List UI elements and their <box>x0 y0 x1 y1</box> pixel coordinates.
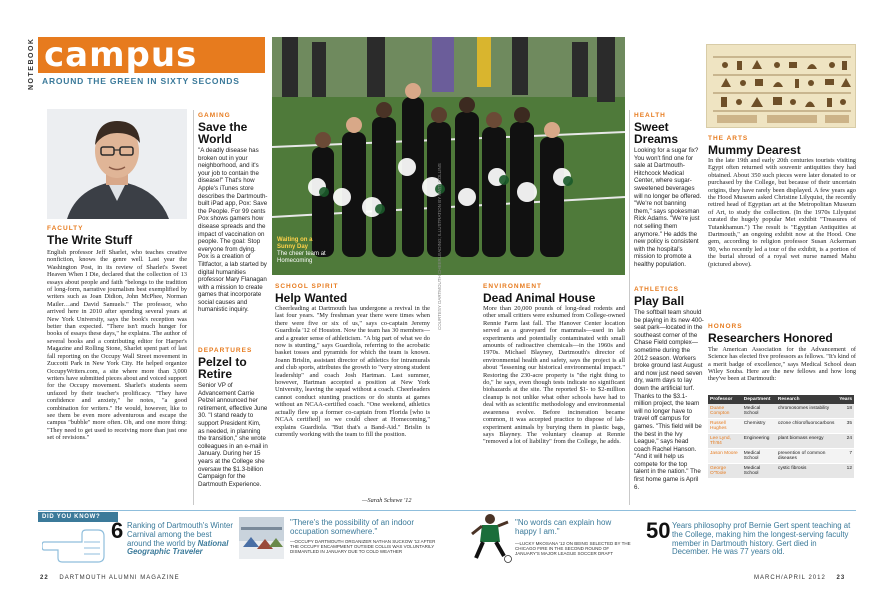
fact1-text-em: National Geographic Traveler <box>127 538 229 557</box>
table-cell-name: George O'Toole <box>708 464 742 479</box>
fact3-attribution: —LUCKY MKOSANA '12 ON BEING SELECTED BY THE CHICAGO FIRE IN THE SECOND ROUND OF JANUARY'S MAJOR LEAGUE SOCCER DRAFT <box>515 541 631 557</box>
issue-date: MARCH/APRIL 2012 <box>754 575 826 581</box>
photo-caption-text: The cheer team at Homecoming <box>277 251 326 264</box>
health-body: Looking for a sugar fix? You won't find one for sale at Dartmouth-Hitchcock Medical Center, where sugar-sweetened beverages will no longer be offered. "We're not banning them," says spokesman Rick Adams. "We're just not selling them anymore." He adds the new policy is consistent with the hospital's mission to promote a healthy population. <box>634 147 702 268</box>
departures-body: Senior VP of Advancement Carrie Pelzel announced her retirement, effective June 30. "I stand ready to support President Kim, as needed, in planning the transition," she wrote colleagues in an e-mail in January. During her 15 years at the College she oversaw the $1.3-billion Campaign for the Dartmouth Experience. <box>198 382 268 488</box>
did-you-know-label: DID YOU KNOW? <box>38 512 118 522</box>
photo-occupy-tents <box>239 517 284 559</box>
sidebar-label: NOTEBOOK <box>28 37 35 90</box>
table-cell-name: Duane Compton <box>708 404 742 419</box>
health-kicker: HEALTH <box>634 112 666 119</box>
table-cell-research: chromosomes instability <box>776 404 837 419</box>
photo-caption-title: Waiting on a Sunny Day <box>277 237 313 250</box>
table-row <box>708 419 854 434</box>
column-divider <box>193 110 194 505</box>
faculty-kicker: FACULTY <box>47 225 84 232</box>
did-you-know-rule <box>38 510 856 511</box>
fact1-text-a: Ranking of Dartmouth's Winter Carnival among the best around the world by <box>127 521 233 548</box>
table-cell-dept: Medical School <box>742 404 776 419</box>
departures-kicker: DEPARTURES <box>198 347 253 354</box>
environment-body: More than 20,000 pounds of long-dead rodents and other small critters were exhumed from College-owned Rennie Farm last fall. The Hanover Center location served as a graveyard for mammals—used in lab experiments and potentially contaminated with small amounts of radioactive chemicals—in the 1960s and 1970s. Michael Blayney, Dartmouth's director of environmental health and safety, says the project is all about "lessening our historical environmental impact." Restoring the 230-acre property is "the right thing to do," he says, even though tests indicate no significant biohazards at the site. The reported $1- to $2-million cleanup is not unlike what other schools have had to deal with as scientific methodology and environmental awareness evolve. Before incineration became common, it was accepted practice to dispose of lab-experiment animals by burying them in plastic bags, says Blayney. The voluntary cleanup at Rennie "removed a lot of liability" from the College, he adds. <box>483 305 625 446</box>
table-cell-research: plant biomass energy <box>776 434 837 449</box>
masthead <box>38 37 265 73</box>
environment-headline: Dead Animal House <box>483 291 596 305</box>
arts-kicker: THE ARTS <box>708 135 749 142</box>
table-row <box>708 404 854 419</box>
page-number-right: 23 <box>836 575 846 581</box>
table-header: Professor <box>708 395 742 404</box>
table-header-row <box>708 395 854 404</box>
page-number-left: 22 <box>40 575 49 581</box>
table-cell-name: Lee Lynd, Th'84 <box>708 434 742 449</box>
table-cell-dept: Engineering <box>742 434 776 449</box>
masthead-title: campus <box>44 35 198 75</box>
faculty-headline: The Write Stuff <box>47 233 133 247</box>
table-row <box>708 464 854 479</box>
faculty-body: English professor Jeff Sharlet, who teaches creative nonfiction, knows the genre well. Last year the Washington Post, in its review of Sharlet's Sweet Heaven When I Die, declared that the collection of 13 essays about people and faith "belongs to the tradition of long-form, narrative journalism best exemplified by writers such as Joan Didion, John McPhee, Norman Mailer…and David Samuels." The professor, who arrived here in 2010 after spending several years at New York University, says the book's reception was better than expected. "There isn't much hunger for books of essays these days," he explains. The author of several books and a contributing editor for Harper's Magazine and Rolling Stone, Sharlet spent part of last fall reporting on the Occupy Wall Street movement in Zuccotti Park in New York City. He helped organize OccupyWriters.com, a site where more than 3,000 writers have submitted pieces about and voiced support for the Occupy movement. Sharlet's students seem unfazed by their teacher's prolificacy. "They have confidence and anxiety," he notes, "a good combination for writers." He would, however, like to see them be even more adventurous and escape the campus "bubble" more often. Oh, and one more thing: "They need to get used to receiving more than just one set of revisions." <box>47 249 187 442</box>
masthead-subtitle: AROUND THE GREEN IN SIXTY SECONDS <box>42 76 240 86</box>
athletics-kicker: ATHLETICS <box>634 286 679 293</box>
table-cell-name: Jason Moore <box>708 449 742 464</box>
arts-body: In the late 19th and early 20th centuries tourists visiting Egypt often returned with souvenir antiquities they had obtained. About 350 such pieces were later donated to or purchased by the College, but because of their uncertain origins, they have rarely been displayed. A few years ago the Hood Museum asked Christine Lilyquist, the recently retired head of Egyptian art at the Metropolitan Museum of Art, to study the collection. (In the 1970s Lilyquist curated the hugely popular Met exhibit "Treasures of Tutankhamun.") The result is "Egyptian Antiquities at Dartmouth," an ongoing exhibit now at the Hood. One gem, according to religion professor Susan Ackerman '80, who recently led a tour of the exhibit, is a portion of the burial shroud of a royal wet nurse named Mahu (pictured above). <box>708 157 856 268</box>
magazine-name: DARTMOUTH ALUMNI MAGAZINE <box>59 575 180 581</box>
honors-kicker: HONORS <box>708 323 743 330</box>
arts-headline: Mummy Dearest <box>708 143 801 157</box>
gaming-kicker: GAMING <box>198 112 231 119</box>
fact2-quote: "There's the possibility of an indoor occupation somewhere." <box>290 518 414 536</box>
environment-kicker: ENVIRONMENT <box>483 283 543 290</box>
fact4-text: Years philosophy prof Bernie Gert spent teaching at the College, making him the longest-serving faculty member in Dartmouth history. Gert died in December. He was 77 years old. <box>672 521 851 557</box>
athletics-headline: Play Ball <box>634 294 685 308</box>
table-cell-dept: Medical School <box>742 464 776 479</box>
school-spirit-byline: —Sarah Schewe '12 <box>362 497 412 504</box>
school-spirit-headline: Help Wanted <box>275 291 348 305</box>
table-row <box>708 449 854 464</box>
health-headline: Sweet Dreams <box>634 120 679 146</box>
photo-jeff-sharlet <box>47 109 187 219</box>
fact3-quote: "No words can explain how happy I am." <box>515 518 612 536</box>
table-header: Research <box>776 395 837 404</box>
table-cell-years: 12 <box>837 464 854 479</box>
table-row <box>708 434 854 449</box>
table-cell-dept: Chemistry <box>742 419 776 434</box>
table-cell-research: ozone chlorofluorocarbons <box>776 419 837 434</box>
gaming-headline: Save the World <box>198 120 248 146</box>
departures-headline: Pelzel to Retire <box>198 355 247 381</box>
column-divider <box>629 110 630 505</box>
photo-egyptian-shroud <box>706 44 856 128</box>
photo-credit: COURTESY DARTMOUTH CHEERLEADING; ILLUSTRATION BY MATT COLLINS <box>437 163 442 330</box>
fact4-number: 50 <box>646 518 671 543</box>
honors-table <box>708 395 854 479</box>
table-cell-research: prevention of common diseases <box>776 449 837 464</box>
table-cell-years: 18 <box>837 404 854 419</box>
fact2-attribution: —OCCUPY DARTMOUTH ORGANIZER NATHAN SUCKOW '12 AFTER THE OCCUPY ENCAMPMENT OUTSIDE COLLIS WAS VOLUNTARILY DISMANTLED IN JANUARY DUE TO COLD WEATHER <box>290 539 436 555</box>
table-cell-dept: Medical School <box>742 449 776 464</box>
honors-headline: Researchers Honored <box>708 331 833 345</box>
table-header: Years <box>837 395 854 404</box>
honors-body: The American Association for the Advancement of Science has elected five professors as fellows. "It's kind of a merit badge of excellence," says Medical School dean Wiley Souba. Here are the new fellows and how long they've been at Dartmouth: <box>708 346 856 383</box>
pointing-hand-icon <box>42 528 108 564</box>
gaming-body: "A deadly disease has broken out in your neighborhood, and it's your job to contain the disease!" That's how Apple's iTunes store describes the Dartmouth-built iPad app, Pox: Save the People. For 99 cents Pox shows gamers how disease spreads and the impact of vaccination on people. The goal: Stop everyone from dying. Pox is a creation of Tiltfactor, a lab started by digital humanities professor Mary Flanagan with a mission to create games that incorporate social causes and humanistic inquiry. <box>198 147 268 314</box>
table-cell-name: Russell Hughes <box>708 419 742 434</box>
table-header: Department <box>742 395 776 404</box>
fact1-text <box>127 522 235 557</box>
folio-left <box>40 575 180 581</box>
table-cell-years: 7 <box>837 449 854 464</box>
folio-right <box>754 575 845 581</box>
table-cell-years: 24 <box>837 434 854 449</box>
photo-soccer-player <box>468 512 512 564</box>
table-cell-years: 35 <box>837 419 854 434</box>
athletics-body: The softball team should be playing in its new 400-seat park—located in the southeast corner of the Chase Field complex—sometime during the 2012 season. Workers broke ground last August and now just need seven dry, warm days to lay down the artificial turf. Thanks to the $3.1-million project, the team will no longer have to travel off campus for games. "This field will be the best in the Ivy League," says head coach Rachel Hanson. "And it will help us compete for the top talent in the nation." The first home game is April 6. <box>634 309 704 491</box>
photo-caption <box>277 237 332 265</box>
fact1-number: 6 <box>111 518 124 543</box>
school-spirit-kicker: SCHOOL SPIRIT <box>275 283 339 290</box>
school-spirit-body: Cheerleading at Dartmouth has undergone a revival in the last four years. "My freshman year there were times when there were five or six of us," says co-captain Jeremy Guardiola '12 of Houston. Now the team has 30 members—and a greater sense of athleticism. "A big part of what we do now is stunting," says Guardiola, referring to the acrobatic basket tosses and pyramids for which the team is known. Joann Brislin, assistant director of athletics for intramurals and club sports, attributes the growth to "very strong student leadership" and coach Josh Hartman. Last summer, however, Hartman accepted a position at New York University, leaving the squad without a coach. Cheerleaders cannot conduct stunting practices or do stunts at games without an NCAA-certified coach. "One weekend, athletics actually flew up a former co-captain from Florida [who is NCAA certified] so we could cheer at Homecoming," explains Guardiola. "But that's a Band-Aid." Brislin is currently working with the team to fill the position. <box>275 305 430 438</box>
table-cell-research: cystic fibrosis <box>776 464 837 479</box>
photo-cheer-team <box>272 37 625 275</box>
